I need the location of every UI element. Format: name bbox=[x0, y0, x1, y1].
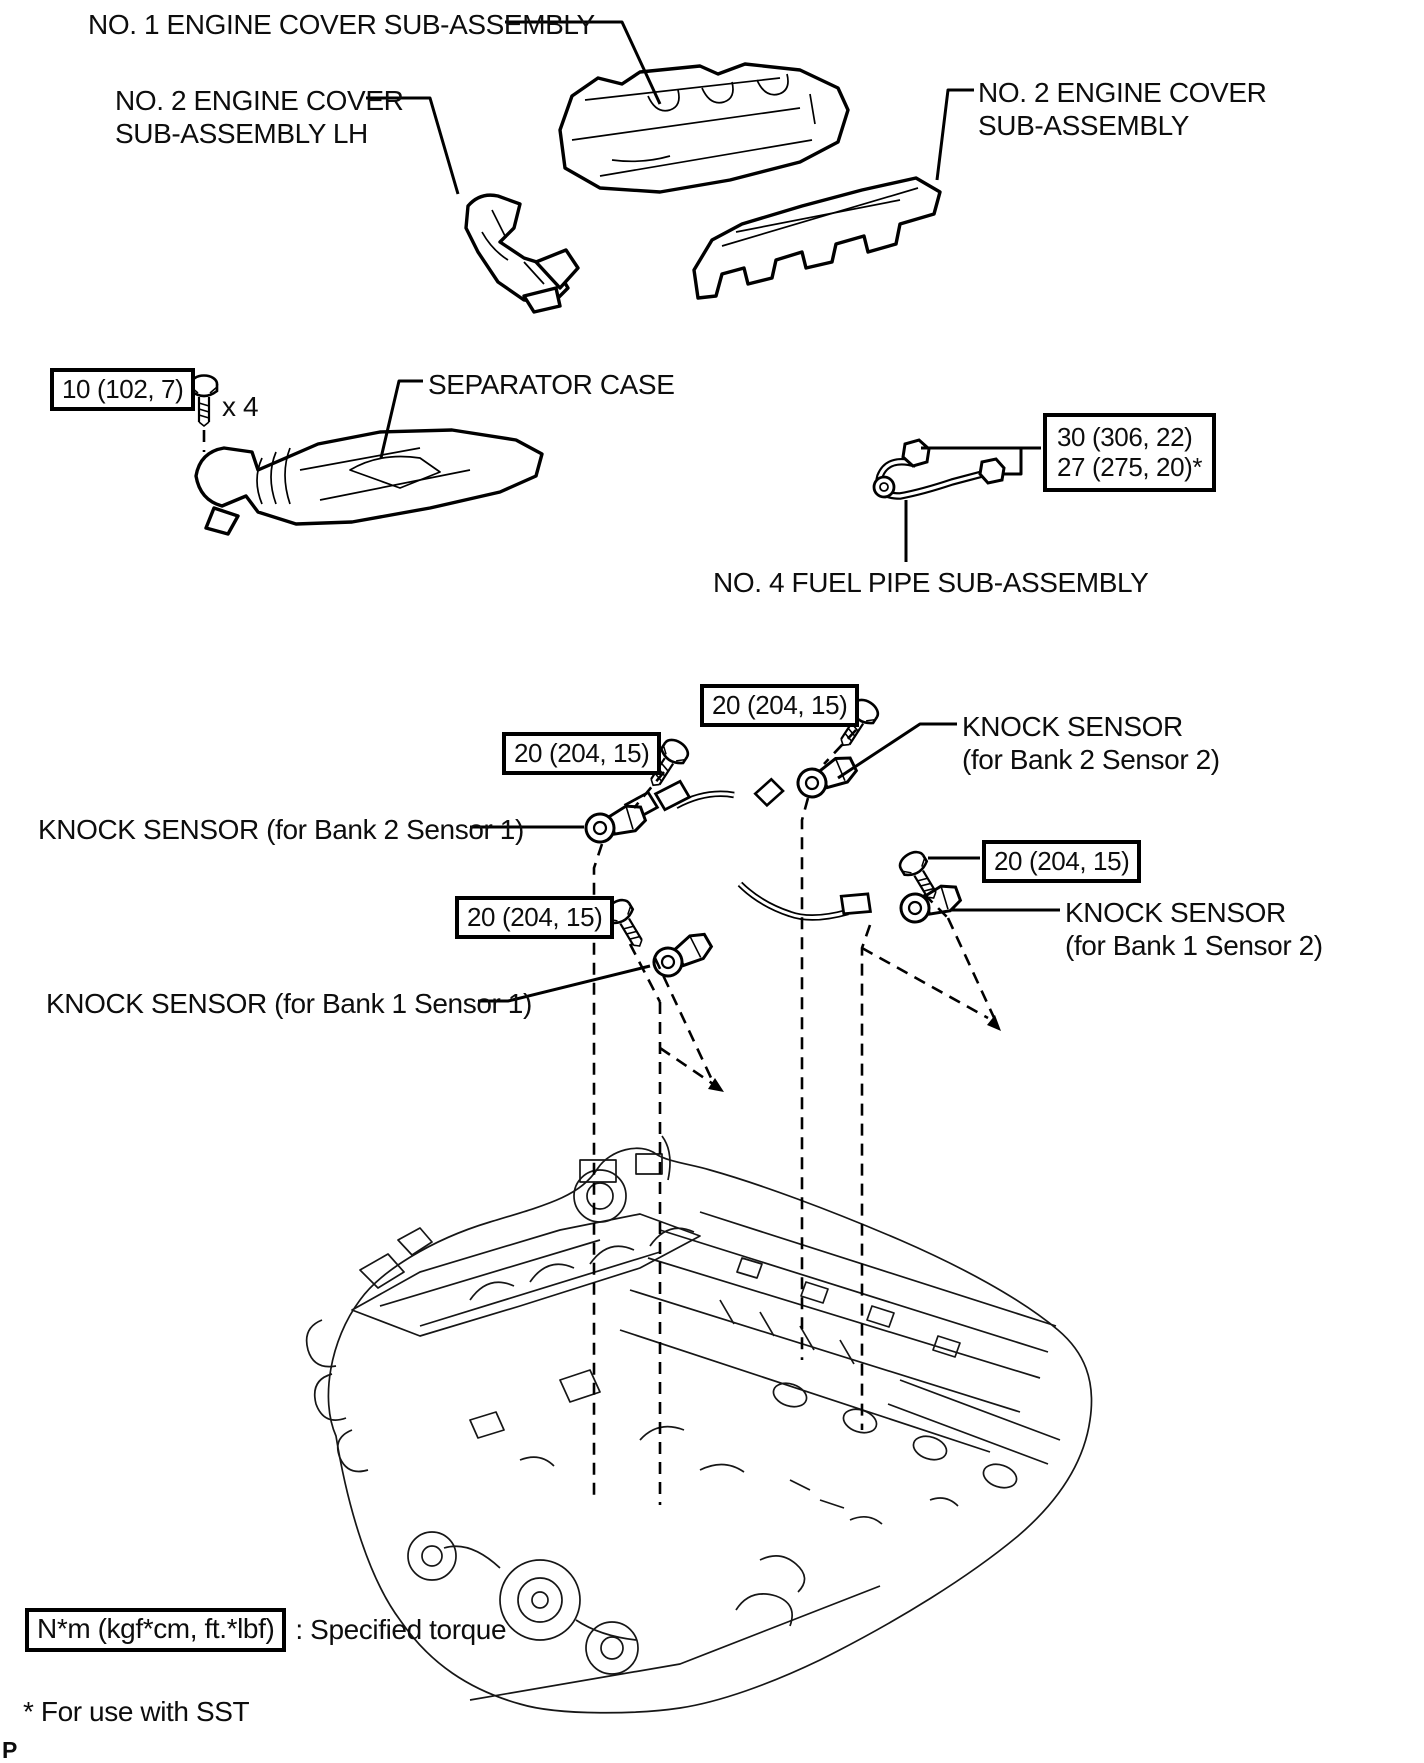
label-knock-sensor-b2s2 bbox=[962, 710, 1220, 776]
torque-box-knock-sensor-b2s2: 20 (204, 15) bbox=[700, 684, 859, 727]
separator-case-drawing bbox=[196, 430, 542, 534]
arrowhead-right bbox=[987, 1015, 1001, 1031]
torque-box-separator-bolt: 10 (102, 7) bbox=[50, 368, 195, 411]
dash-line-b1s2-vertical bbox=[862, 925, 870, 1430]
fuel-pipe-nut-1 bbox=[903, 440, 929, 466]
label-no2-engine-cover-lh-line2: SUB-ASSEMBLY LH bbox=[115, 118, 368, 149]
label-knock-sensor-b2s2-line1: KNOCK SENSOR bbox=[962, 711, 1183, 742]
torque-box-knock-sensor-b1s1: 20 (204, 15) bbox=[455, 896, 614, 939]
torque-unit-box: N*m (kgf*cm, ft.*lbf) bbox=[25, 1608, 286, 1652]
leader-fuel-pipe-box-lower bbox=[1004, 448, 1021, 474]
label-knock-sensor-b2s1: KNOCK SENSOR (for Bank 2 Sensor 1) bbox=[38, 814, 524, 845]
fuel-pipe-nut-2 bbox=[980, 459, 1004, 483]
label-knock-sensor-b1s2-line1: KNOCK SENSOR bbox=[1065, 897, 1286, 928]
torque-box-fuel-pipe-line2: 27 (275, 20)* bbox=[1057, 452, 1203, 482]
dash-arrow-b1s1-branch bbox=[660, 1048, 716, 1086]
label-separator-case: SEPARATOR CASE bbox=[428, 369, 675, 400]
dash-line-b2s1-vertical bbox=[594, 844, 602, 1500]
torque-unit-description: : Specified torque bbox=[295, 1614, 507, 1645]
no2-engine-cover-lh-drawing bbox=[466, 195, 578, 312]
no1-engine-cover-drawing bbox=[560, 64, 848, 192]
label-no4-fuel-pipe: NO. 4 FUEL PIPE SUB-ASSEMBLY bbox=[713, 567, 1149, 598]
torque-box-knock-sensor-b1s2: 20 (204, 15) bbox=[982, 840, 1141, 883]
sst-footnote: * For use with SST bbox=[23, 1696, 250, 1727]
no2-engine-cover-drawing bbox=[694, 178, 940, 298]
label-no2-engine-cover bbox=[978, 76, 1266, 142]
label-no2-engine-cover-line1: NO. 2 ENGINE COVER bbox=[978, 77, 1267, 108]
arrowhead-left bbox=[708, 1078, 724, 1092]
torque-box-fuel-pipe-line1: 30 (306, 22) bbox=[1057, 422, 1193, 452]
label-no2-engine-cover-lh-line1: NO. 2 ENGINE COVER bbox=[115, 85, 404, 116]
label-knock-sensor-b1s2 bbox=[1065, 896, 1323, 962]
label-knock-sensor-b1s2-line2: (for Bank 1 Sensor 2) bbox=[1065, 930, 1323, 961]
knock-sensor-bank1-sensor1-drawing bbox=[649, 930, 716, 980]
label-no2-engine-cover-lh bbox=[115, 84, 403, 150]
page-marker: P bbox=[2, 1737, 18, 1763]
knock-sensor-bank2-sensor2-clip bbox=[752, 777, 785, 808]
label-no1-engine-cover: NO. 1 ENGINE COVER SUB-ASSEMBLY bbox=[88, 9, 595, 40]
label-bolt-quantity: x 4 bbox=[222, 391, 259, 422]
label-knock-sensor-b2s2-line2: (for Bank 2 Sensor 2) bbox=[962, 744, 1220, 775]
dash-arrow-b1s1-steep bbox=[655, 958, 712, 1080]
label-no2-engine-cover-line2: SUB-ASSEMBLY bbox=[978, 110, 1189, 141]
knock-sensor-bank2-sensor1-drawing bbox=[583, 780, 734, 844]
dash-arrow-b1s2-branch bbox=[862, 948, 988, 1018]
leader-no2-cover bbox=[937, 90, 974, 180]
dash-arrow-b1s2-steep bbox=[948, 918, 996, 1022]
dashed-arrowheads bbox=[708, 1015, 1001, 1092]
torque-box-knock-sensor-b2s1: 20 (204, 15) bbox=[502, 732, 661, 775]
torque-box-fuel-pipe bbox=[1043, 413, 1216, 492]
dash-bolt-b1s1 bbox=[630, 944, 660, 1002]
label-knock-sensor-b1s1: KNOCK SENSOR (for Bank 1 Sensor 1) bbox=[46, 988, 532, 1019]
torque-legend bbox=[25, 1608, 506, 1652]
